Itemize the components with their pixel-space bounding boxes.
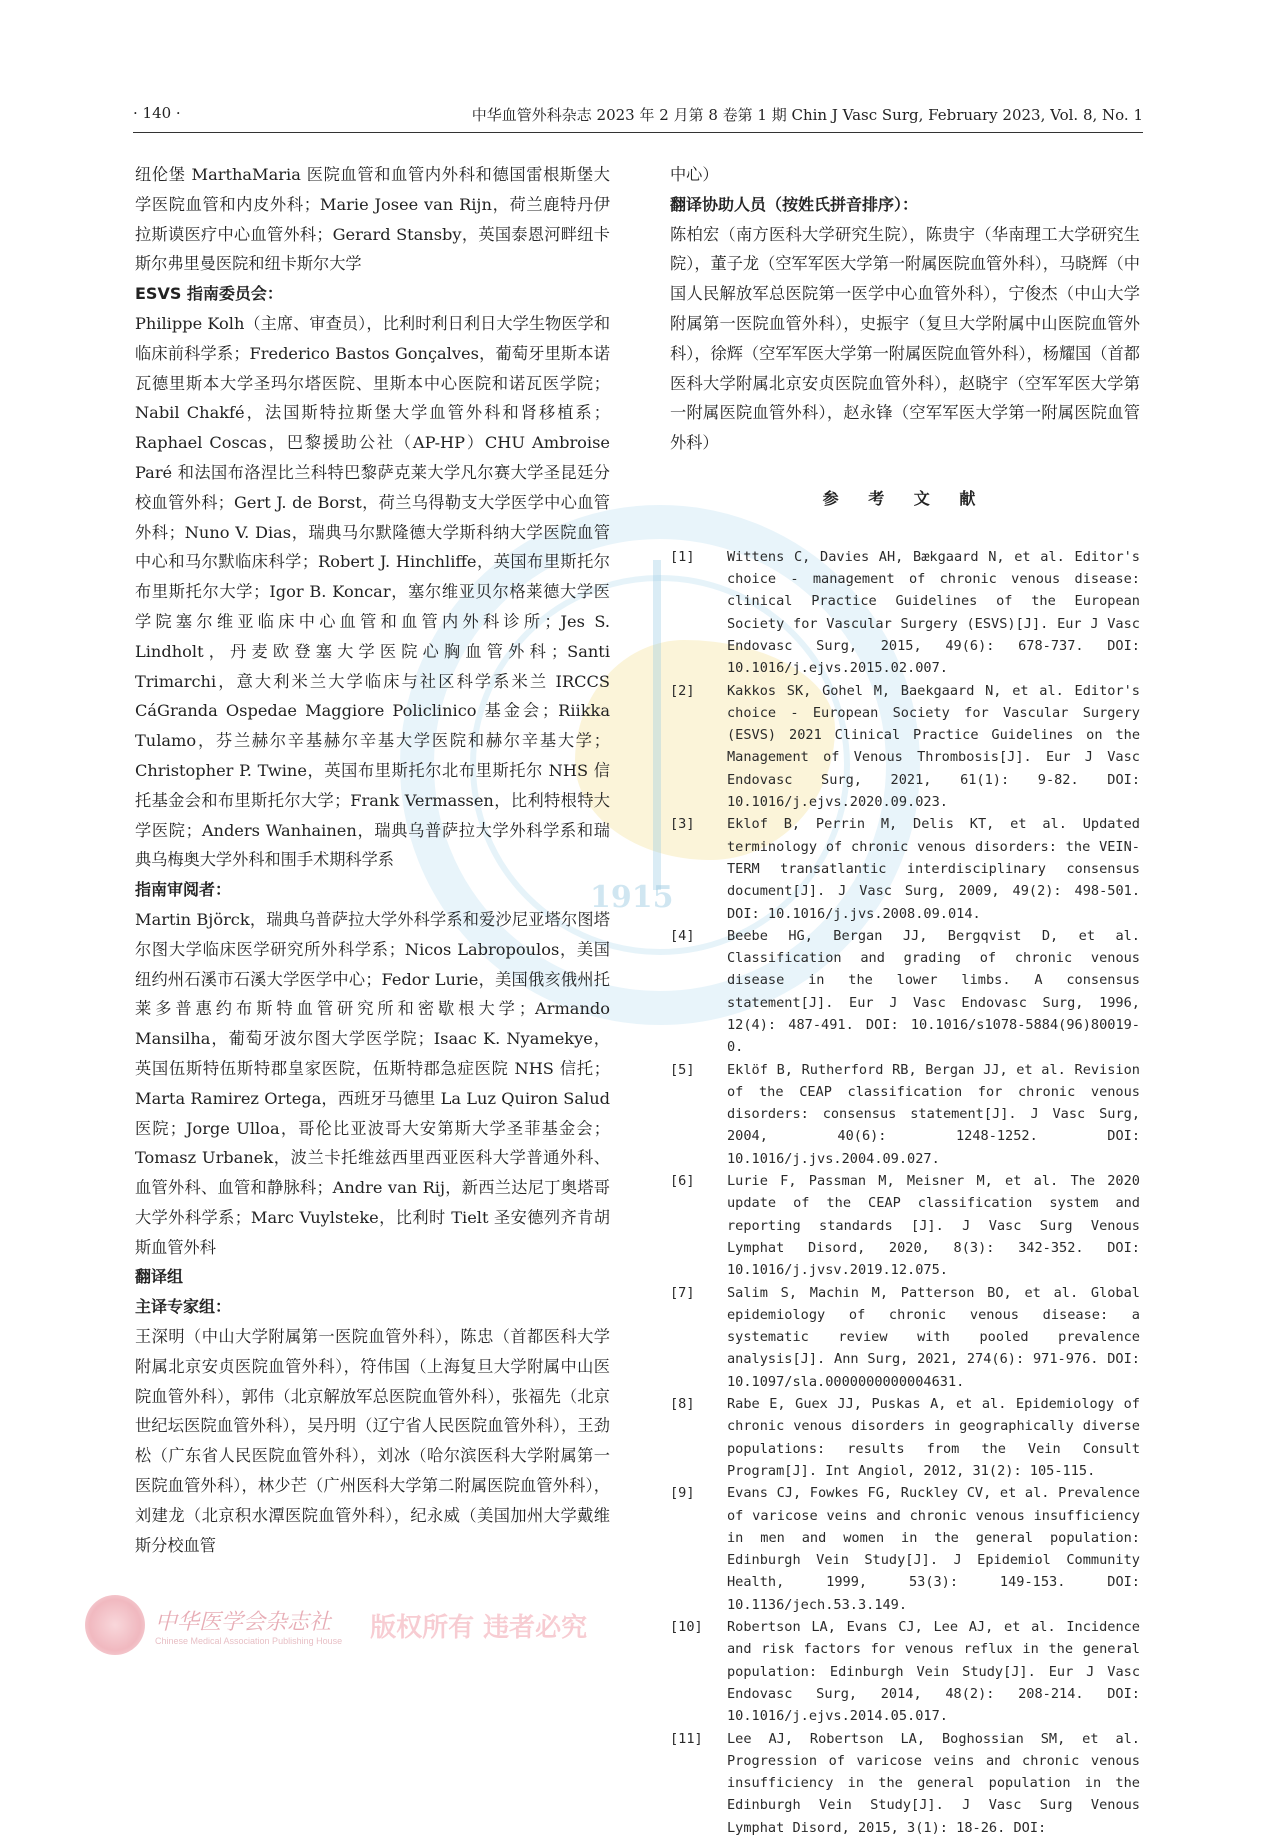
esvs-committee-heading: ESVS 指南委员会： — [135, 284, 283, 304]
copyright-notice: 版权所有 违者必究 — [370, 1612, 588, 1643]
journal-running-head: 中华血管外科杂志 2023 年 2 月第 8 卷第 1 期 Chin J Vasc Surg, February 2023, Vol. 8, No. 1 — [471, 106, 1143, 124]
flower-logo-icon — [85, 1595, 145, 1655]
watermark-year: 1915 — [590, 880, 674, 915]
reference-text: Salim S, Machin M, Patterson BO, et al. Global epidemiology of chronic venous disease: a systematic review with pooled prevalence analysis[J]. Ann Surg, 2021, 274(6): 971-976. DOI: 10.1097/sla.0000000000004631. — [727, 1284, 1140, 1390]
reference-text: Evans CJ, Fowkes FG, Ruckley CV, et al. Prevalence of varicose veins and chronic venous insufficiency in men and women in the general population: Edinburgh Vein Study[J]. J Epidemiol Community Health, 1999, 53(3): 149-153. DOI: 10.1136/jech.53.3.149. — [727, 1485, 1140, 1613]
chief-translators-heading: 主译专家组： — [135, 1297, 232, 1317]
reference-number: [7] — [670, 1284, 695, 1301]
reference-text: Eklof B, Perrin M, Delis KT, et al. Updated terminology of chronic venous disorders: the VEIN-TERM transatlantic interdisciplinary consensus document[J]. J Vasc Surg, 2009, 49(2): 498-501. DOI: 10.1016/j.jvs.2008.09.014. — [727, 816, 1140, 922]
assistants-body: 陈柏宏（南方医科大学研究生院），陈贵宇（华南理工大学研究生院），董子龙（空军军医大学第一附属医院血管外科），马晓辉（中国人民解放军总医院第一医学中心血管外科），宁俊杰（中山大学附属第一医院血管外科），史振宇（复旦大学附属中山医院血管外科），徐辉（空军军医大学第一附属医院血管外科），杨耀国（首都医科大学附属北京安贞医院血管外科），赵晓宇（空军军医大学第一附属医院血管外科），赵永锋（空军军医大学第一附属医院血管外科） — [670, 224, 1140, 453]
reference-number: [9] — [670, 1485, 695, 1502]
reference-number: [6] — [670, 1173, 695, 1190]
reviewers-body: Martin Björck，瑞典乌普萨拉大学外科学系和爱沙尼亚塔尔图塔尔图大学临床医学研究所外科学系；Nicos Labropoulos，美国纽约州石溪市石溪大学医学中心；Fedor Lurie，美国俄亥俄州托莱多普惠约布斯特血管研究所和密歇根大学；Armando Mansilha，葡萄牙波尔图大学医学院；Isaac K. Nyamekye，英国伍斯特伍斯特郡皇家医院，伍斯特郡急症医院 NHS 信托；Marta Ramirez Ortega，西班牙马德里 La Luz Quiron Salud 医院；Jorge Ulloa，哥伦比亚波哥大安第斯大学圣菲基金会；Tomasz Urbanek，波兰卡托维兹西里西亚医科大学普通外科、血管外科、血管和静脉科；Andre van Rij，新西兰达尼丁奥塔哥大学外科学系；Marc Vuylsteke，比利时 Tielt 圣安德列齐肯胡斯血管外科 — [135, 909, 610, 1257]
reference-text: Rabe E, Guex JJ, Puskas A, et al. Epidemiology of chronic venous disorders in geographically diverse populations: results from the Vein Consult Program[J]. Int Angiol, 2012, 31(2): 105-115. — [727, 1396, 1140, 1479]
reference-item — [670, 546, 1140, 680]
translation-group-heading: 翻译组 — [135, 1267, 184, 1287]
left-column — [135, 160, 610, 1560]
publisher-name-cn: 中华医学会杂志社 — [155, 1609, 332, 1635]
reference-number: [3] — [670, 816, 695, 833]
references-heading: 参 考 文 献 — [822, 488, 988, 508]
reference-item — [670, 925, 1140, 1059]
esvs-committee-body: Philippe Kolh（主席、审查员），比利时利日利日大学生物医学和临床前科学系；Frederico Bastos Gonçalves，葡萄牙里斯本诺瓦德里斯本大学圣玛尔塔医院、里斯本中心医院和诺瓦医学院；Nabil Chakfé，法国斯特拉斯堡大学血管外科和肾移植系；Raphael Coscas，巴黎援助公社（AP-HP）CHU Ambroise Paré 和法国布洛涅比兰科特巴黎萨克莱大学凡尔赛大学圣昆廷分校血管外科；Gert J. de Borst，荷兰乌得勒支大学医学中心血管外科；Nuno V. Dias，瑞典马尔默隆德大学斯科纳大学医院血管中心和马尔默临床科学；Robert J. Hinchliffe，英国布里斯托尔布里斯托尔大学；Igor B. Koncar，塞尔维亚贝尔格莱德大学医学院塞尔维亚临床中心血管和血管内外科诊所；Jes S. Lindholt，丹麦欧登塞大学医院心胸血管外科；Santi Trimarchi，意大利米兰大学临床与社区科学系米兰 IRCCS CáGranda Ospedae Maggiore Policlinico 基金会；Riikka Tulamo，芬兰赫尔辛基赫尔辛基大学医院和赫尔辛基大学；Christopher P. Twine，英国布里斯托尔北布里斯托尔 NHS 信托基金会和布里斯托尔大学；Frank Vermassen，比利特根特大学医院；Anders Wanhainen，瑞典乌普萨拉大学外科学系和瑞典乌梅奥大学外科和围手术期科学系 — [135, 313, 610, 870]
reference-item — [670, 1616, 1140, 1727]
reference-item — [670, 1393, 1140, 1482]
reference-text: Lurie F, Passman M, Meisner M, et al. The 2020 update of the CEAP classification system and reporting standards [J]. J Vasc Surg Venous Lymphat Disord, 2020, 8(3): 342-352. DOI: 10.1016/j.jvsv.2019.12.075. — [727, 1173, 1140, 1279]
reference-number: [2] — [670, 682, 695, 699]
reference-text: Lee AJ, Robertson LA, Boghossian SM, et al. Progression of varicose veins and chronic venous insufficiency in the general population in the Edinburgh Vein Study[J]. J Vasc Surg Venous Lymphat Disord, 2015, 3(1): 18-26. DOI: — [727, 1730, 1140, 1836]
reference-text: Wittens C, Davies AH, Bækgaard N, et al. Editor's choice - management of chronic venous disease: clinical Practice Guidelines of the European Society for Vascular Surgery (ESVS)[J]. Eur J Vasc Endovasc Surg, 2015, 49(6): 678-737. DOI: 10.1016/j.ejvs.2015.02.007. — [727, 548, 1140, 677]
reference-number: [5] — [670, 1061, 695, 1078]
reference-text: Kakkos SK, Gohel M, Baekgaard N, et al. Editor's choice - European Society for Vascular Surgery (ESVS) 2021 Clinical Practice Guidelines on the Management of Venous Thrombosis[J]. Eur J Vasc Endovasc Surg, 2021, 61(1): 9-82. DOI: 10.1016/j.ejvs.2020.09.023. — [727, 682, 1140, 811]
reference-text: Robertson LA, Evans CJ, Lee AJ, et al. Incidence and risk factors for venous reflux in the general population: Edinburgh Vein Study[J]. Eur J Vasc Endovasc Surg, 2014, 48(2): 208-214. DOI: 10.1016/j.ejvs.2014.05.017. — [727, 1619, 1140, 1725]
reference-number: [1] — [670, 548, 695, 565]
page-number: · 140 · — [133, 104, 181, 122]
reference-item — [670, 680, 1140, 814]
reference-text: Eklöf B, Rutherford RB, Bergan JJ, et al. Revision of the CEAP classification for chronic venous disorders: consensus statement[J]. J Vasc Surg, 2004, 40(6): 1248-1252. DOI: 10.1016/j.jvs.2004.09.027. — [727, 1061, 1140, 1167]
publisher-name-en: Chinese Medical Association Publishing House — [155, 1635, 343, 1646]
publisher-watermark — [85, 1595, 587, 1655]
chief-translators-body: 王深明（中山大学附属第一医院血管外科），陈忠（首都医科大学附属北京安贞医院血管外科），符伟国（上海复旦大学附属中山医院血管外科），郭伟（北京解放军总医院血管外科），张福先（北京世纪坛医院血管外科），吴丹明（辽宁省人民医院血管外科），王劲松（广东省人民医院血管外科），刘冰（哈尔滨医科大学附属第一医院血管外科），林少芒（广州医科大学第二附属医院血管外科），刘建龙（北京积水潭医院血管外科），纪永威（美国加州大学戴维斯分校血管 — [135, 1327, 610, 1555]
reference-item — [670, 1170, 1140, 1281]
continuation-text: 中心） — [670, 165, 719, 184]
right-column — [670, 160, 1140, 1839]
reference-number: [8] — [670, 1396, 695, 1413]
reference-item — [670, 1482, 1140, 1616]
reference-text: Beebe HG, Bergan JJ, Bergqvist D, et al. Classification and grading of chronic venous disease in the lower limbs. A consensus statement[J]. Eur J Vasc Endovasc Surg, 1996, 12(4): 487-491. DOI: 10.1016/s1078-5884(96)80019-0. — [727, 927, 1140, 1056]
reference-item — [670, 1282, 1140, 1393]
running-header — [133, 104, 1143, 133]
reviewers-heading: 指南审阅者： — [135, 880, 232, 900]
reference-number: [11] — [670, 1730, 703, 1747]
assistants-heading: 翻译协助人员（按姓氏拼音排序）： — [670, 194, 919, 214]
reference-item — [670, 1059, 1140, 1170]
reference-item — [670, 1728, 1140, 1839]
intro-paragraph: 纽伦堡 MarthaMaria 医院血管和血管内外科和德国雷根斯堡大学医院血管和内皮外科；Marie Josee van Rijn，荷兰鹿特丹伊拉斯谟医疗中心血管外科；Gerard Stansby，英国泰恩河畔纽卡斯尔弗里曼医院和纽卡斯尔大学 — [135, 165, 610, 274]
watermark-staff-icon — [653, 560, 661, 890]
reference-list — [670, 546, 1140, 1839]
reference-number: [4] — [670, 927, 695, 944]
reference-number: [10] — [670, 1619, 703, 1636]
reference-item — [670, 813, 1140, 924]
